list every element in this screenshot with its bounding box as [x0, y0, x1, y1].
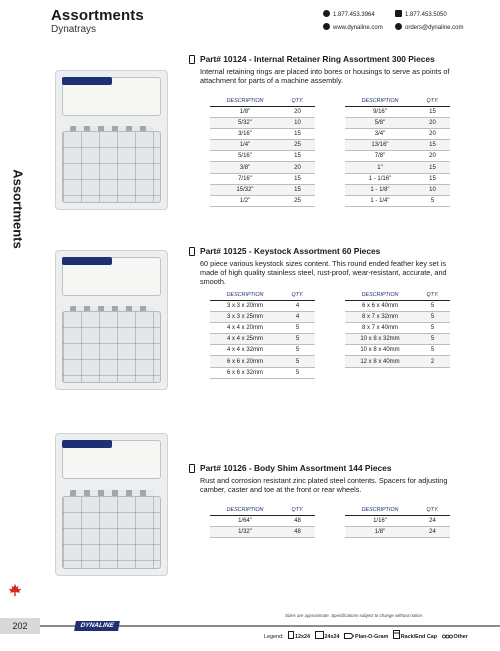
- quantity-cell: 5: [280, 367, 315, 378]
- table-row: [210, 322, 315, 333]
- description-cell: 3/8": [210, 162, 280, 173]
- description-cell: 1/64": [210, 515, 280, 526]
- tray-12x24-icon: [288, 631, 294, 639]
- description-cell: 1/4": [210, 140, 280, 151]
- legend: Legend: 12x24 24x24 Plan-O-Gram Rack/End Cap Other: [264, 630, 468, 640]
- table-row: [210, 367, 315, 378]
- description-cell: 10 x 8 x 40mm: [345, 345, 415, 356]
- quantity-cell: 5: [280, 334, 315, 345]
- tray-size-icon: [189, 464, 195, 473]
- quantity-cell: 5: [280, 356, 315, 367]
- description-cell: 12 x 8 x 40mm: [345, 356, 415, 367]
- phone-contact[interactable]: 1.877.453.3964: [323, 10, 375, 18]
- description-cell: 1/32": [210, 526, 280, 537]
- description-cell: 6 x 6 x 20mm: [210, 356, 280, 367]
- tray-24x24-icon: [315, 631, 324, 639]
- table-row: [345, 106, 450, 117]
- description-cell: 8 x 7 x 40mm: [345, 322, 415, 333]
- quantity-cell: 5: [415, 345, 450, 356]
- description-cell: 4 x 4 x 25mm: [210, 334, 280, 345]
- description-cell: 1 - 1/4": [345, 196, 415, 207]
- quantity-cell: 25: [280, 140, 315, 151]
- quantity-cell: 10: [415, 184, 450, 195]
- quantity-cell: 15: [280, 151, 315, 162]
- description-cell: 10 x 8 x 32mm: [345, 334, 415, 345]
- table-row: [345, 184, 450, 195]
- description-cell: 15/32": [210, 184, 280, 195]
- quantity-cell: 15: [415, 173, 450, 184]
- table-row: [210, 184, 315, 195]
- description-cell: 1": [345, 162, 415, 173]
- quantity-cell: 15: [280, 128, 315, 139]
- quantity-cell: 15: [415, 140, 450, 151]
- section-description-10125: 60 piece various keystock sizes content. This round ended feather key set is made of high quality stainless steel, rust-proof, wear-resistant, accurate, and smooth.: [200, 259, 447, 286]
- description-cell: 4 x 4 x 20mm: [210, 322, 280, 333]
- section-description-10126: Rust and corrosion resistant zinc plated steel contents. Spacers for adjusting camber, caster and toe at the front or rear wheels.: [200, 476, 448, 494]
- table-row: [210, 345, 315, 356]
- description-cell: 4 x 4 x 32mm: [210, 345, 280, 356]
- table-row: [345, 526, 450, 537]
- description-cell: 1/8": [210, 106, 280, 117]
- table-row: [345, 345, 450, 356]
- description-cell: 6 x 6 x 32mm: [210, 367, 280, 378]
- plan-o-gram-icon: [344, 633, 354, 639]
- fax-contact[interactable]: 1.877.453.5050: [395, 10, 447, 18]
- spec-table-10125-left: DESCRIPTION QTY. 3 x 3 x 20mm 4 3 x 3 x 25mm 4 4 x 4 x 20mm 5 4 x 4 x 25mm 5 4 x 4 x 32mm 5 6 x 6 x 20mm 5 6 x 6 x 32mm 5: [210, 290, 315, 379]
- description-cell: 3 x 3 x 25mm: [210, 311, 280, 322]
- spec-table-10125-right: DESCRIPTION QTY. 6 x 6 x 40mm 5 8 x 7 x 32mm 5 8 x 7 x 40mm 5 10 x 8 x 32mm 5 10 x 8 x 40mm 5 12 x 8 x 40mm 2: [345, 290, 450, 368]
- table-row: [345, 128, 450, 139]
- table-row: [210, 526, 315, 537]
- tray-size-icon: [189, 247, 195, 256]
- table-row: [345, 151, 450, 162]
- table-row: [345, 334, 450, 345]
- table-row: [210, 140, 315, 151]
- brand-logo: DYNALINE: [74, 621, 120, 631]
- quantity-cell: 15: [415, 162, 450, 173]
- quantity-cell: 15: [280, 173, 315, 184]
- quantity-cell: 10: [280, 117, 315, 128]
- product-image-keystock: [55, 250, 168, 390]
- quantity-cell: 5: [415, 334, 450, 345]
- quantity-cell: 5: [280, 345, 315, 356]
- table-row: [345, 117, 450, 128]
- footer-note: Sizes are approximate. Specifications subject to change without notice.: [285, 613, 424, 618]
- description-cell: 9/16": [345, 106, 415, 117]
- table-row: [345, 140, 450, 151]
- rack-end-cap-icon: [393, 630, 400, 639]
- table-row: [210, 515, 315, 526]
- table-row: [210, 173, 315, 184]
- table-row: [345, 311, 450, 322]
- table-row: [210, 106, 315, 117]
- description-cell: 7/16": [210, 173, 280, 184]
- section-title-10125: Part# 10125 - Keystock Assortment 60 Pieces: [200, 246, 381, 256]
- description-cell: 5/32": [210, 117, 280, 128]
- table-row: [210, 162, 315, 173]
- table-row: [345, 173, 450, 184]
- spec-table-10124-left: DESCRIPTION QTY. 1/8" 20 5/32" 10 3/16" 15 1/4" 25 5/16" 15 3/8" 20 7/16" 15 15/32" 15 1/2" 25: [210, 96, 315, 207]
- spec-table-10124-right: DESCRIPTION QTY. 9/16" 15 5/8" 20 3/4" 20 13/16" 15 7/8" 20 1" 15 1 - 1/16" 15 1 - 1/8" 10 1 - 1/4" 5: [345, 96, 450, 207]
- quantity-cell: 15: [415, 106, 450, 117]
- description-cell: 5/8": [345, 117, 415, 128]
- page-subtitle: Dynatrays: [51, 24, 97, 35]
- table-row: [210, 356, 315, 367]
- quantity-cell: 20: [415, 151, 450, 162]
- quantity-cell: 2: [415, 356, 450, 367]
- legend-label: Legend:: [264, 634, 284, 640]
- description-cell: 1/16": [345, 515, 415, 526]
- product-image-retainer-rings: [55, 70, 168, 210]
- side-section-label: Assortments: [10, 169, 26, 249]
- phone-icon: [323, 10, 330, 17]
- table-row: [210, 334, 315, 345]
- description-cell: 1/2": [210, 196, 280, 207]
- email-link[interactable]: orders@dynaline.com: [395, 23, 463, 31]
- quantity-cell: 20: [280, 162, 315, 173]
- quantity-cell: 24: [415, 515, 450, 526]
- section-title-10124: Part# 10124 - Internal Retainer Ring Assortment 300 Pieces: [200, 54, 435, 64]
- table-row: [210, 117, 315, 128]
- description-cell: 8 x 7 x 32mm: [345, 311, 415, 322]
- description-cell: 1/8": [345, 526, 415, 537]
- quantity-cell: 5: [415, 300, 450, 311]
- quantity-cell: 20: [280, 106, 315, 117]
- tray-size-icon: [189, 55, 195, 64]
- spec-table-10126-right: DESCRIPTION QTY. 1/16" 24 1/8" 24: [345, 505, 450, 538]
- quantity-cell: 48: [280, 515, 315, 526]
- section-description-10124: Internal retaining rings are placed into bores or housings to serve as points of attachment for parts of a machine assembly.: [200, 67, 450, 85]
- description-cell: 1 - 1/8": [345, 184, 415, 195]
- table-row: [345, 300, 450, 311]
- quantity-cell: 20: [415, 117, 450, 128]
- product-image-body-shims: [55, 433, 168, 576]
- quantity-cell: 4: [280, 311, 315, 322]
- maple-leaf-icon: [8, 583, 22, 597]
- page-number: 202: [0, 618, 40, 634]
- section-title-10126: Part# 10126 - Body Shim Assortment 144 Pieces: [200, 463, 392, 473]
- table-row: [345, 196, 450, 207]
- globe-icon: [323, 23, 330, 30]
- email-icon: [395, 23, 402, 30]
- spec-table-10126-left: DESCRIPTION QTY. 1/64" 48 1/32" 48: [210, 505, 315, 538]
- quantity-cell: 5: [415, 322, 450, 333]
- quantity-cell: 4: [280, 300, 315, 311]
- quantity-cell: 25: [280, 196, 315, 207]
- table-row: [345, 162, 450, 173]
- website-link[interactable]: www.dynaline.com: [323, 23, 383, 31]
- description-cell: 3/4": [345, 128, 415, 139]
- quantity-cell: 5: [415, 196, 450, 207]
- other-icon: [442, 634, 453, 639]
- quantity-cell: 5: [280, 322, 315, 333]
- description-cell: 7/8": [345, 151, 415, 162]
- table-row: [345, 322, 450, 333]
- description-cell: 3/16": [210, 128, 280, 139]
- description-cell: 1 - 1/16": [345, 173, 415, 184]
- description-cell: 13/16": [345, 140, 415, 151]
- table-row: [345, 515, 450, 526]
- quantity-cell: 5: [415, 311, 450, 322]
- quantity-cell: 20: [415, 128, 450, 139]
- table-row: [210, 311, 315, 322]
- page-title: Assortments: [51, 7, 144, 24]
- description-cell: 5/16": [210, 151, 280, 162]
- table-row: [210, 151, 315, 162]
- table-row: [210, 300, 315, 311]
- quantity-cell: 15: [280, 184, 315, 195]
- table-row: [345, 356, 450, 367]
- table-row: [210, 196, 315, 207]
- description-cell: 3 x 3 x 20mm: [210, 300, 280, 311]
- fax-icon: [395, 10, 402, 17]
- quantity-cell: 24: [415, 526, 450, 537]
- table-row: [210, 128, 315, 139]
- quantity-cell: 48: [280, 526, 315, 537]
- description-cell: 6 x 6 x 40mm: [345, 300, 415, 311]
